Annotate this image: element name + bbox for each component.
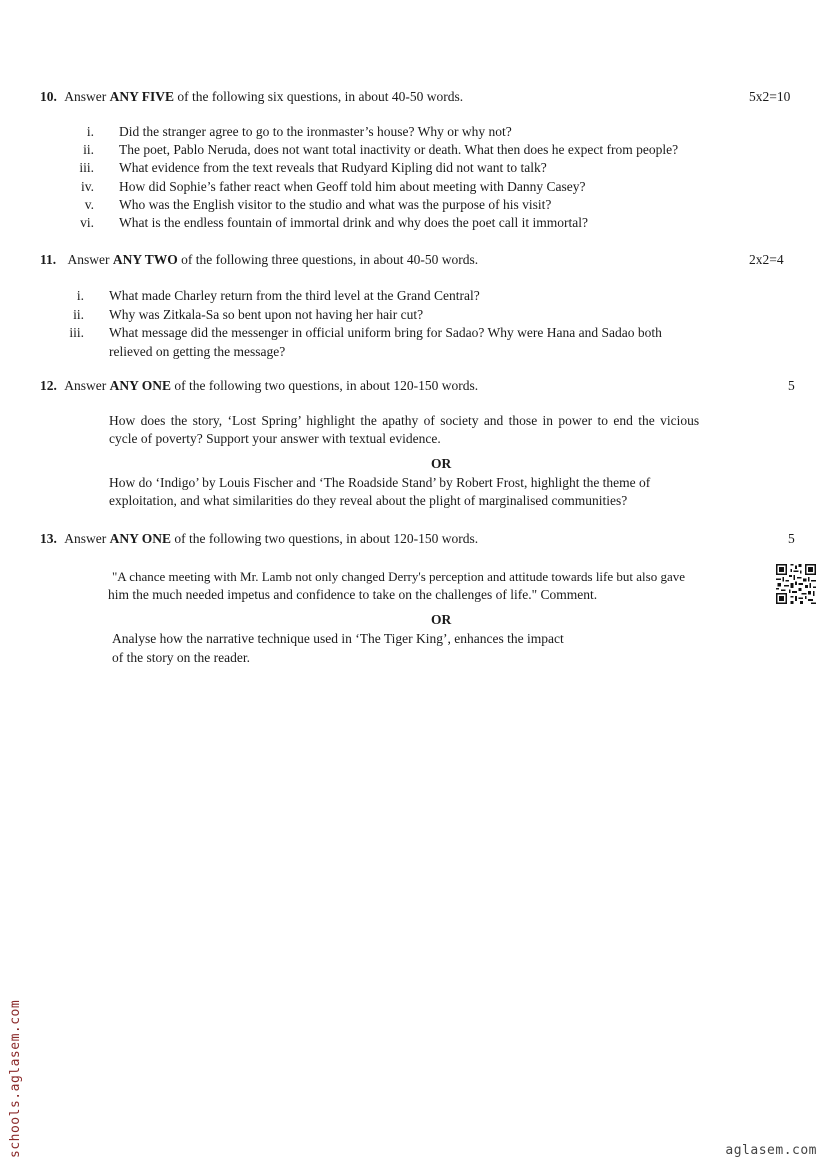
q10-item-text: Did the stranger agree to go to the ironmaster’s house? Why or why not? (119, 124, 512, 139)
q11-item-num: i. (76, 288, 84, 303)
q12-heading (40, 378, 478, 394)
q10-item-num: v. (84, 197, 94, 212)
q13-number: 13. (40, 531, 57, 546)
q13-instruction-pre: Answer (64, 531, 110, 546)
q10-item-num: ii. (83, 142, 94, 157)
q11-item-num: iii. (69, 325, 84, 340)
q10-item-num: i. (86, 124, 94, 139)
q10-instruction-pre: Answer (64, 89, 110, 104)
q12-marks: 5 (788, 378, 795, 393)
q10-item-text: What is the endless fountain of immortal drink and why does the poet call it immortal? (119, 215, 589, 230)
q10-item-text: What evidence from the text reveals that Rudyard Kipling did not want to talk? (119, 160, 547, 175)
q10-heading (40, 89, 463, 105)
q11-item-text-cont: relieved on getting the message? (109, 344, 286, 359)
q12-number: 12. (40, 378, 57, 393)
q11-instruction-pre: Answer (67, 252, 113, 267)
q12-option-2-line-2: exploitation, and what similarities do they reveal about the plight of marginalised communities? (109, 493, 628, 508)
q13-heading (40, 531, 478, 547)
q11-heading (40, 252, 478, 268)
q11-item-text: What made Charley return from the third level at the Grand Central? (109, 288, 480, 303)
q10-item-num: vi. (80, 215, 94, 230)
q12-option-1-line-1: How does the story, ‘Lost Spring’ highlight the apathy of society and those in power to end the vicious (109, 413, 700, 428)
q10-instruction-post: of the following six questions, in about 40-50 words. (174, 89, 464, 104)
q11-marks: 2x2=4 (749, 252, 784, 267)
q10-instruction-emph: ANY FIVE (109, 89, 175, 104)
q10-number: 10. (40, 89, 57, 104)
q13-option-2-line-2: of the story on the reader. (112, 650, 250, 665)
q12-instruction-emph: ANY ONE (109, 378, 172, 393)
q13-instruction-emph: ANY ONE (109, 531, 172, 546)
q13-option-1-line-2: him the much needed impetus and confidence to take on the challenges of life." Comment. (108, 587, 598, 602)
q11-instruction-post: of the following three questions, in about 40-50 words. (177, 252, 479, 267)
q10-item-num: iii. (79, 160, 94, 175)
q12-option-1-line-2: cycle of poverty? Support your answer with textual evidence. (109, 431, 441, 446)
q12-instruction-pre: Answer (64, 378, 110, 393)
q11-instruction-emph: ANY TWO (112, 252, 178, 267)
q10-marks: 5x2=10 (749, 89, 791, 104)
q10-item-text: Who was the English visitor to the studio and what was the purpose of his visit? (119, 197, 552, 212)
q11-item-text: What message did the messenger in official uniform bring for Sadao? Why were Hana and Sadao both (109, 325, 662, 340)
q13-option-1-line-1: "A chance meeting with Mr. Lamb not only changed Derry's perception and attitude towards life but also gave (112, 569, 685, 584)
q10-item-text: The poet, Pablo Neruda, does not want total inactivity or death. What then does he expect from people? (119, 142, 679, 157)
q10-item-text: How did Sophie’s father react when Geoff told him about meeting with Danny Casey? (119, 179, 586, 194)
q11-number: 11. (40, 252, 57, 267)
q13-or-separator: OR (431, 612, 452, 627)
footer-watermark: aglasem.com (725, 1143, 817, 1158)
q13-instruction-post: of the following two questions, in about 120-150 words. (171, 531, 479, 546)
q12-option-2-line-1: How do ‘Indigo’ by Louis Fischer and ‘The Roadside Stand’ by Robert Frost, highlight the theme of (109, 475, 651, 490)
q13-option-2-line-1: Analyse how the narrative technique used in ‘The Tiger King’, enhances the impact (112, 631, 564, 646)
qr-code-icon (776, 564, 816, 604)
q11-item-num: ii. (73, 307, 84, 322)
side-watermark: schools.aglasem.com (8, 999, 23, 1158)
q10-item-num: iv. (81, 179, 94, 194)
q12-or-separator: OR (431, 456, 452, 471)
q11-item-text: Why was Zitkala-Sa so bent upon not having her hair cut? (109, 307, 424, 322)
q13-marks: 5 (788, 531, 795, 546)
q12-instruction-post: of the following two questions, in about 120-150 words. (171, 378, 479, 393)
